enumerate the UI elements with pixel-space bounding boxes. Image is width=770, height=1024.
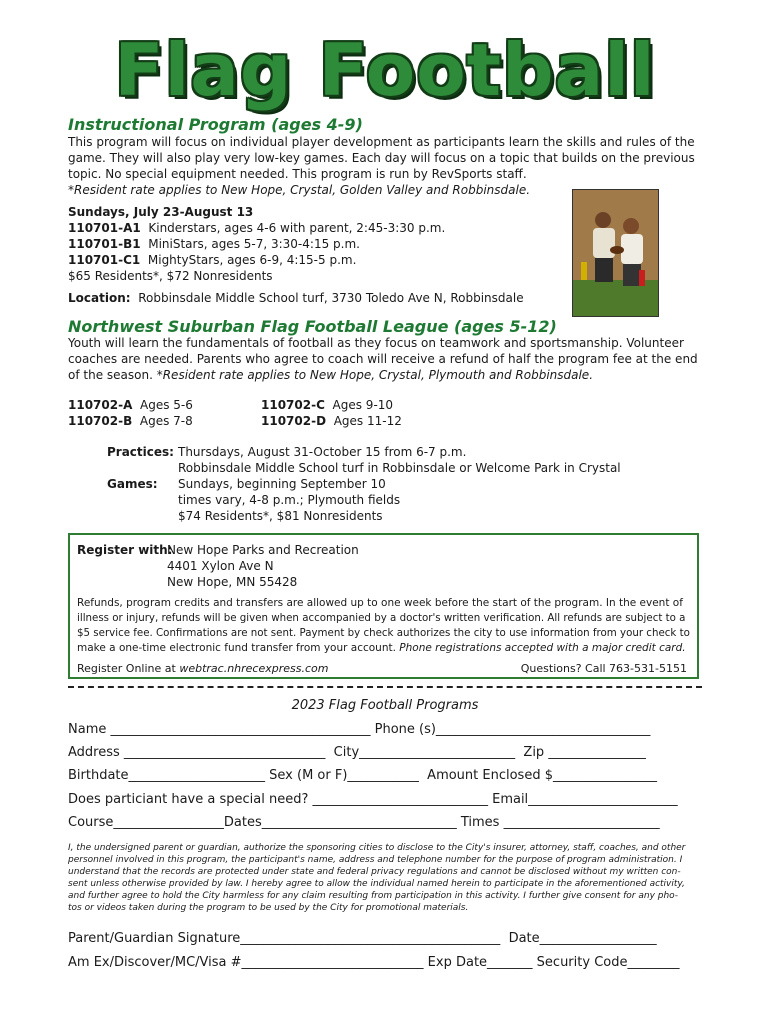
location-value: Robbinsdale Middle School turf, 3730 Toledo Ave N, Robbinsdale: [138, 291, 524, 305]
register-label: Register with:: [77, 543, 173, 557]
instructional-location: [68, 290, 568, 306]
birthdate-sex-amount-field[interactable]: Birthdate_____________________ Sex (M or F)___________ Amount Enclosed $________________: [68, 768, 657, 783]
practices-line: Robbinsdale Middle School turf in Robbinsdale or Welcome Park in Crystal: [178, 461, 621, 475]
league-description: [68, 335, 708, 383]
waiver-line: and further agree to hold the City harmless for any claim resulting from participation in this activity. I further give consent for any pho-: [68, 891, 678, 901]
division-row: [68, 413, 268, 429]
session-row: [68, 252, 558, 268]
register-online: [77, 661, 328, 676]
instructional-description-line: game. They will also play very low-key games. Each day will focus on a topic that builds on the previous: [68, 151, 695, 165]
questions-phone: Questions? Call 763-531-5151: [520, 662, 687, 675]
special-need-email-field[interactable]: Does particiant have a special need? ___________________________ Email_______________________: [68, 792, 678, 807]
policy-text: make a one-time electronic fund transfer from your account.: [77, 642, 396, 654]
games-line: times vary, 4-8 p.m.; Plymouth fields: [178, 493, 401, 507]
practices-line: Thursdays, August 31-October 15 from 6-7 p.m.: [178, 445, 467, 459]
league-heading: Northwest Suburban Flag Football League (ages 5-12): [68, 317, 557, 336]
games-label: Games:: [107, 477, 158, 491]
phone-registration-note: Phone registrations accepted with a major credit card.: [399, 642, 686, 654]
session-code: 110701-A1: [68, 221, 141, 235]
league-fee: $74 Residents*, $81 Nonresidents: [178, 509, 383, 523]
session-text: MightyStars, ages 6-9, 4:15-5 p.m.: [147, 253, 357, 267]
waiver-line: tos or videos taken during the program to be used by the City for promotional materials.: [68, 903, 469, 913]
instructional-description-line: topic. No special equipment needed. This program is run by RevSports staff.: [68, 167, 527, 181]
league-description-line: [68, 367, 708, 383]
instructional-dates: Sundays, July 23-August 13: [68, 205, 254, 219]
name-phone-field[interactable]: Name ________________________________________ Phone (s)_________________________________: [68, 722, 651, 737]
policy-line: $5 service fee. Confirmations are not sent. Payment by check authorizes the city to use information from your check to: [77, 627, 690, 639]
address-city-zip-field[interactable]: Address _______________________________ City________________________ Zip _______________: [68, 745, 646, 760]
form-title: 2023 Flag Football Programs: [291, 698, 479, 713]
page-title: Flag Football: [114, 28, 656, 112]
session-row: [68, 236, 558, 252]
division-code: 110702-C: [261, 398, 325, 412]
course-dates-times-field[interactable]: Course_________________Dates______________________________ Times ________________________: [68, 815, 660, 830]
policy-line: [77, 641, 693, 656]
instructional-resident-note: *Resident rate applies to New Hope, Crystal, Golden Valley and Robbinsdale.: [68, 183, 531, 197]
instructional-heading: Instructional Program (ages 4-9): [68, 115, 363, 134]
session-text: Kinderstars, ages 4-6 with parent, 2:45-3:30 p.m.: [148, 221, 446, 235]
divisions-right: [261, 397, 461, 429]
register-address-line: 4401 Xylon Ave N: [167, 559, 274, 573]
division-code: 110702-A: [68, 398, 133, 412]
session-code: 110701-B1: [68, 237, 141, 251]
practices-label: Practices:: [107, 445, 174, 459]
waiver-line: sent unless otherwise provided by law. I hereby agree to allow the individual named herein to participate in the aforementioned activity,: [68, 879, 685, 889]
waiver-text: [68, 842, 704, 914]
division-row: [261, 397, 461, 413]
session-row: [68, 220, 558, 236]
players-illustration: [573, 190, 658, 316]
division-ages: Ages 5-6: [140, 398, 193, 412]
division-code: 110702-B: [68, 414, 133, 428]
refund-policy: [77, 596, 693, 656]
league-description-end: of the season.: [68, 368, 153, 382]
division-ages: Ages 7-8: [139, 414, 193, 428]
games-line: Sundays, beginning September 10: [178, 477, 386, 491]
signature-date-field[interactable]: Parent/Guardian Signature________________________________________ Date__________________: [68, 931, 657, 946]
register-address-line: New Hope, MN 55428: [167, 575, 298, 589]
cut-line-divider: [68, 686, 702, 688]
card-expiry-security-field[interactable]: Am Ex/Discover/MC/Visa #____________________________ Exp Date_______ Security Code________: [68, 955, 680, 970]
waiver-line: I, the undersigned parent or guardian, authorize the sponsoring cities to disclose to the City's insurer, attorney, staff, coaches, and other: [68, 843, 686, 853]
register-address: [167, 542, 567, 590]
online-url-link[interactable]: webtrac.nhrecexpress.com: [179, 662, 329, 675]
games-details: [178, 476, 678, 524]
league-description-line: coaches are needed. Parents who agree to coach will receive a refund of half the program fee at the end: [68, 352, 698, 366]
division-row: [68, 397, 268, 413]
policy-line: Refunds, program credits and transfers are allowed up to one week before the start of the program. In the event of: [77, 597, 683, 609]
division-ages: Ages 9-10: [332, 398, 394, 412]
division-row: [261, 413, 461, 429]
instructional-description-line: This program will focus on individual player development as participants learn the skills and rules of the: [68, 135, 695, 149]
league-resident-note: *Resident rate applies to New Hope, Crystal, Plymouth and Robbinsdale.: [156, 368, 594, 382]
location-label: Location:: [68, 291, 131, 305]
practices-details: [178, 444, 678, 476]
instructional-fee: $65 Residents*, $72 Nonresidents: [68, 269, 273, 283]
online-label: Register Online at: [77, 662, 176, 675]
divisions-left: [68, 397, 268, 429]
instructional-schedule: [68, 204, 558, 284]
session-text: MiniStars, ages 5-7, 3:30-4:15 p.m.: [148, 237, 360, 251]
waiver-line: understand that the records are protected under state and federal privacy regulations and cannot be disclosed without my written con-: [68, 867, 681, 877]
register-org: New Hope Parks and Recreation: [167, 543, 359, 557]
division-ages: Ages 11-12: [333, 414, 402, 428]
waiver-line: personnel involved in this program, the participant's name, address and telephone number for the purpose of program administration. I: [68, 855, 683, 865]
policy-line: illness or injury, refunds will be given when accompanied by a doctor's written verification. All refunds are subject to a: [77, 612, 686, 624]
division-code: 110702-D: [261, 414, 327, 428]
session-code: 110701-C1: [68, 253, 141, 267]
league-description-line: Youth will learn the fundamentals of football as they focus on teamwork and sportsmanship. Volunteer: [68, 336, 684, 350]
flag-football-photo: [572, 189, 659, 317]
